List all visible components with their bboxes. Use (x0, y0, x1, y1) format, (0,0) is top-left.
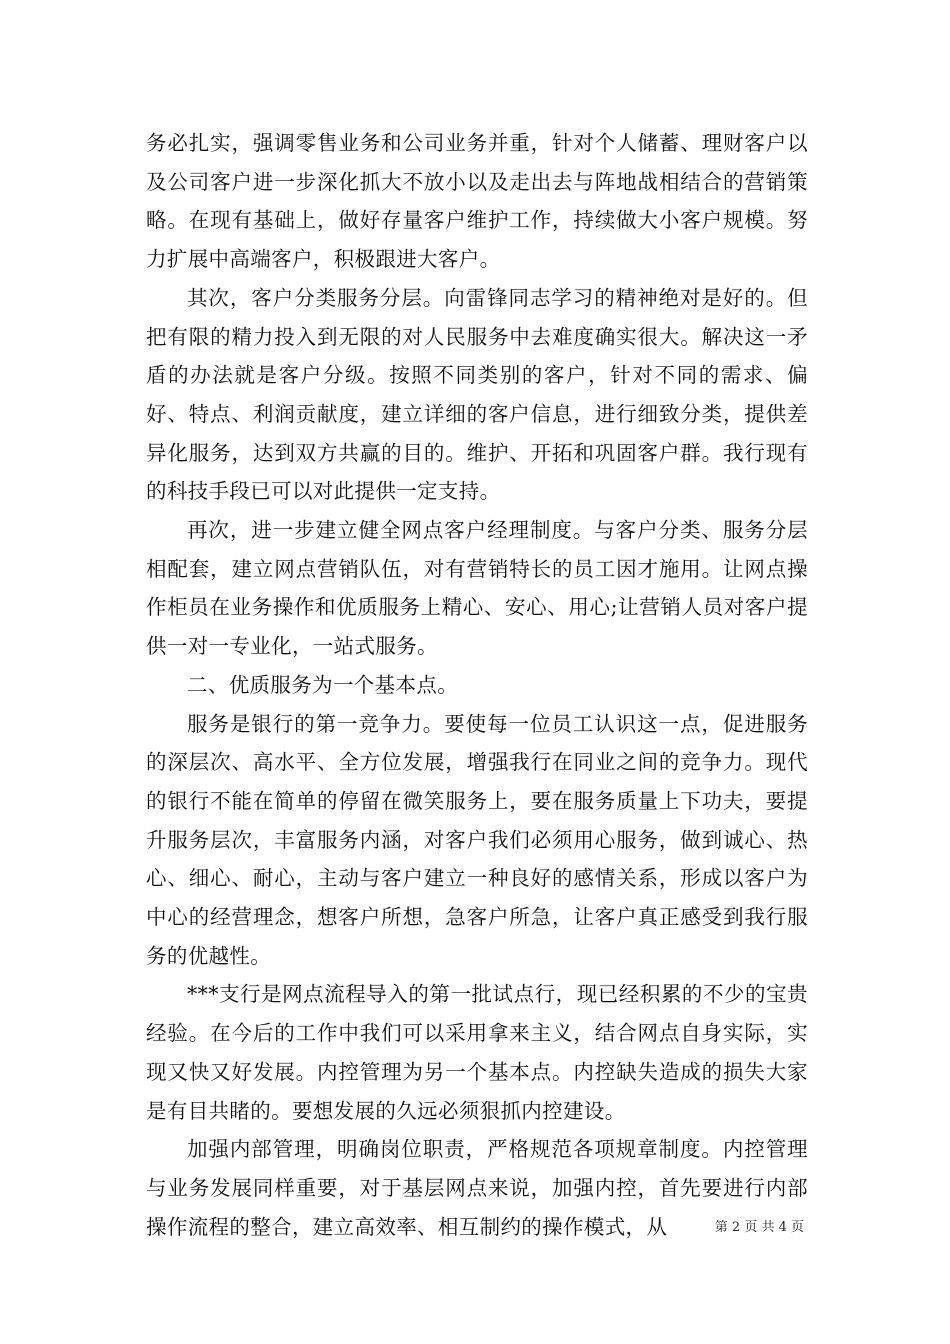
page-number-footer: 第 2 页 共 4 页 (714, 1220, 804, 1235)
section-heading: 二、优质服务为一个基本点。 (187, 672, 459, 697)
paragraph-1: 务必扎实，强调零售业务和公司业务并重，针对个人储蓄、理财客户以及公司客户进一步深化抓大不放小以及走出去与阵地战相结合的营销策略。在现有基础上，做好存量客户维护工作，持续做大小客户规模。努力扩展中高端客户，积极跟进大客户。 (146, 131, 808, 272)
paragraph-3: 再次，进一步建立健全网点客户经理制度。与客户分类、服务分层相配套，建立网点营销队伍，对有营销特长的员工因才施用。让网点操作柜员在业务操作和优质服务上精心、安心、用心;让营销人员对客户提供一对一专业化，一站式服务。 (146, 518, 808, 659)
paragraph-5: ***支行是网点流程导入的第一批试点行，现已经积累的不少的宝贵经验。在今后的工作中我们可以采用拿来主义，结合网点自身实际，实现又快又好发展。内控管理为另一个基本点。内控缺失造成的损失大家是有目共睹的。要想发展的久远必须狠抓内控建设。 (146, 982, 808, 1123)
paragraph-4: 服务是银行的第一竞争力。要使每一位员工认识这一点，促进服务的深层次、高水平、全方位发展，增强我行在同业之间的竞争力。现代的银行不能在简单的停留在微笑服务上，要在服务质量上下功夫，要提升服务层次，丰富服务内涵，对客户我们必须用心服务，做到诚心、热心、细心、耐心，主动与客户建立一种良好的感情关系，形成以客户为中心的经营理念，想客户所想，急客户所急，让客户真正感受到我行服务的优越性。 (146, 711, 808, 968)
paragraph-2: 其次，客户分类服务分层。向雷锋同志学习的精神绝对是好的。但把有限的精力投入到无限的对人民服务中去难度确实很大。解决这一矛盾的办法就是客户分级。按照不同类别的客户，针对不同的需求、偏好、特点、利润贡献度，建立详细的客户信息，进行细致分类，提供差异化服务，达到双方共赢的目的。维护、开拓和巩固客户群。我行现有的科技手段已可以对此提供一定支持。 (146, 285, 808, 504)
document-body (146, 124, 808, 1246)
paragraph-6: 加强内部管理，明确岗位职责，严格规范各项规章制度。内控管理与业务发展同样重要，对于基层网点来说，加强内控，首先要进行内部操作流程的整合，建立高效率、相互制约的操作模式，从 (146, 1137, 808, 1239)
